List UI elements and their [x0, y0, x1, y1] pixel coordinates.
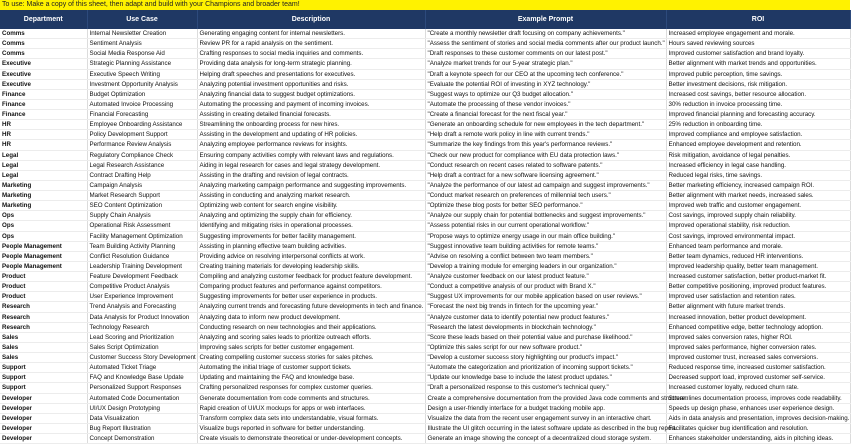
table-row [0, 180, 850, 190]
table-row [0, 140, 850, 150]
prompt-cell[interactable]: "Draft a personalized response to this customer's technical query." [425, 383, 666, 393]
header-description[interactable]: Description [197, 10, 425, 29]
use-case-cell[interactable]: Legal Research Assistance [87, 160, 197, 170]
use-case-cell[interactable]: Concept Demonstration [87, 434, 197, 444]
use-case-cell[interactable]: Policy Development Support [87, 130, 197, 140]
table-row [0, 99, 850, 109]
prompt-cell[interactable]: "Propose ways to optimize energy usage in our main office building." [425, 231, 666, 241]
table-row [0, 342, 850, 352]
description-cell[interactable]: Analyzing marketing campaign performance and suggesting improvements. [197, 180, 425, 190]
roi-cell[interactable]: Speeds up design phase, enhances user experience design. [666, 403, 850, 413]
table-row [0, 201, 850, 211]
header-row [0, 10, 850, 29]
roi-cell[interactable]: Enhanced team performance and morale. [666, 241, 850, 251]
use-case-cell[interactable]: Financial Forecasting [87, 110, 197, 120]
table-row [0, 292, 850, 302]
department-cell[interactable]: Research [0, 312, 87, 322]
description-cell[interactable]: Ensuring company activities comply with relevant laws and regulations. [197, 150, 425, 160]
roi-cell[interactable]: Enhanced employee development and retention. [666, 140, 850, 150]
use-case-cell[interactable]: Conflict Resolution Guidance [87, 251, 197, 261]
department-cell[interactable]: Finance [0, 89, 87, 99]
table-row [0, 312, 850, 322]
prompt-cell[interactable]: "Research the latest developments in blockchain technology." [425, 322, 666, 332]
use-case-cell[interactable]: Contract Drafting Help [87, 170, 197, 180]
table-row [0, 393, 850, 403]
description-cell[interactable]: Generate documentation from code comments and structures. [197, 393, 425, 403]
roi-cell[interactable]: Improved sales performance, higher conversion rates. [666, 342, 850, 352]
use-case-cell[interactable]: Automated Code Documentation [87, 393, 197, 403]
department-cell[interactable]: Legal [0, 160, 87, 170]
prompt-cell[interactable]: "Create a financial forecast for the next fiscal year." [425, 110, 666, 120]
department-cell[interactable]: Research [0, 302, 87, 312]
table-row [0, 59, 850, 69]
department-cell[interactable]: Executive [0, 79, 87, 89]
header-roi[interactable]: ROI [666, 10, 850, 29]
description-cell[interactable]: Updating and maintaining the FAQ and knowledge base. [197, 373, 425, 383]
table-row [0, 110, 850, 120]
roi-cell[interactable]: Better investment decisions, risk mitigation. [666, 79, 850, 89]
table-row [0, 332, 850, 342]
description-cell[interactable]: Crafting responses to social media inquiries and comments. [197, 49, 425, 59]
department-cell[interactable]: Developer [0, 403, 87, 413]
department-cell[interactable]: Ops [0, 211, 87, 221]
description-cell[interactable]: Crafting personalized responses for complex customer queries. [197, 383, 425, 393]
use-case-cell[interactable]: Automated Invoice Processing [87, 99, 197, 109]
use-case-cell[interactable]: Budget Optimization [87, 89, 197, 99]
use-case-cell[interactable]: Data Visualization [87, 413, 197, 423]
table-row [0, 29, 850, 39]
description-cell[interactable]: Suggesting improvements for better user experience in products. [197, 292, 425, 302]
description-cell[interactable]: Aiding in legal research for cases and legal strategy development. [197, 160, 425, 170]
prompt-cell[interactable]: "Automate the processing of these vendor invoices." [425, 99, 666, 109]
header-example-prompt[interactable]: Example Prompt [425, 10, 666, 29]
department-cell[interactable]: Product [0, 292, 87, 302]
use-case-cell[interactable]: Customer Success Story Development [87, 353, 197, 363]
prompt-cell[interactable]: "Suggest innovative team building activities for remote teams." [425, 241, 666, 251]
description-cell[interactable]: Generating engaging content for internal newsletters. [197, 29, 425, 39]
use-case-cell[interactable]: Bug Report Illustration [87, 423, 197, 433]
table-row [0, 69, 850, 79]
roi-cell[interactable]: Cost savings, improved supply chain reliability. [666, 211, 850, 221]
description-cell[interactable]: Analyzing employee performance reviews for insights. [197, 140, 425, 150]
use-case-table [0, 10, 851, 444]
header-department[interactable]: Department [0, 10, 87, 29]
description-cell[interactable]: Identifying and mitigating risks in operational processes. [197, 221, 425, 231]
prompt-cell[interactable]: "Analyze customer feedback on our latest product feature." [425, 272, 666, 282]
prompt-cell[interactable]: "Develop a customer success story highlighting our product's impact." [425, 353, 666, 363]
department-cell[interactable]: People Management [0, 261, 87, 271]
department-cell[interactable]: Marketing [0, 191, 87, 201]
use-case-cell[interactable]: Lead Scoring and Prioritization [87, 332, 197, 342]
prompt-cell[interactable]: "Draft a keynote speech for our CEO at the upcoming tech conference." [425, 69, 666, 79]
prompt-cell[interactable]: "Optimize these blog posts for better SEO performance." [425, 201, 666, 211]
table-row [0, 79, 850, 89]
description-cell[interactable]: Improving sales scripts for better customer engagement. [197, 342, 425, 352]
use-case-cell[interactable]: Facility Management Optimization [87, 231, 197, 241]
description-cell[interactable]: Analyzing financial data to suggest budget optimizations. [197, 89, 425, 99]
department-cell[interactable]: Marketing [0, 201, 87, 211]
prompt-cell[interactable]: "Assess the sentiment of stories and social media comments after our product launch." [425, 39, 666, 49]
department-cell[interactable]: People Management [0, 241, 87, 251]
use-case-cell[interactable]: Competitive Product Analysis [87, 282, 197, 292]
use-case-cell[interactable]: FAQ and Knowledge Base Update [87, 373, 197, 383]
description-cell[interactable]: Creating compelling customer success stories for sales pitches. [197, 353, 425, 363]
description-cell[interactable]: Analyzing data to inform new product development. [197, 312, 425, 322]
description-cell[interactable]: Analyzing and scoring sales leads to prioritize outreach efforts. [197, 332, 425, 342]
roi-cell[interactable]: Better marketing efficiency, increased campaign ROI. [666, 180, 850, 190]
use-case-cell[interactable]: Internal Newsletter Creation [87, 29, 197, 39]
roi-cell[interactable]: Increased customer satisfaction, better product-market fit. [666, 272, 850, 282]
use-case-cell[interactable]: User Experience Improvement [87, 292, 197, 302]
roi-cell[interactable]: Facilitates quicker bug identification and resolution. [666, 423, 850, 433]
prompt-cell[interactable]: "Assess potential risks in our current operational workflow." [425, 221, 666, 231]
roi-cell[interactable]: Cost savings, improved environmental impact. [666, 231, 850, 241]
use-case-cell[interactable]: UI/UX Design Prototyping [87, 403, 197, 413]
department-cell[interactable]: Support [0, 373, 87, 383]
roi-cell[interactable]: Reduced response time, increased customer satisfaction. [666, 363, 850, 373]
department-cell[interactable]: Research [0, 322, 87, 332]
description-cell[interactable]: Analyzing and optimizing the supply chain for efficiency. [197, 211, 425, 221]
description-cell[interactable]: Analyzing current trends and forecasting future developments in tech and finance. [197, 302, 425, 312]
use-case-cell[interactable]: SEO Content Optimization [87, 201, 197, 211]
roi-cell[interactable]: Increased employee engagement and morale. [666, 29, 850, 39]
prompt-cell[interactable]: Visualize the data from the recent user engagement survey in an interactive chart. [425, 413, 666, 423]
roi-cell[interactable]: 25% reduction in onboarding time. [666, 120, 850, 130]
table-row [0, 89, 850, 99]
use-case-cell[interactable]: Operational Risk Assessment [87, 221, 197, 231]
prompt-cell[interactable]: "Help draft a contract for a new software licensing agreement." [425, 170, 666, 180]
prompt-cell[interactable]: "Advise on resolving a conflict between two team members." [425, 251, 666, 261]
prompt-cell[interactable]: "Update our knowledge base to include the latest product updates." [425, 373, 666, 383]
table-row [0, 363, 850, 373]
prompt-cell[interactable]: "Analyze customer data to identify potential new product features." [425, 312, 666, 322]
prompt-cell[interactable]: "Suggest ways to optimize our Q3 budget allocation." [425, 89, 666, 99]
table-row [0, 150, 850, 160]
department-cell[interactable]: Developer [0, 413, 87, 423]
table-row [0, 241, 850, 251]
description-cell[interactable]: Analyzing potential investment opportunities and risks. [197, 79, 425, 89]
description-cell[interactable]: Streamlining the onboarding process for new hires. [197, 120, 425, 130]
prompt-cell[interactable]: "Analyze market trends for our 5-year strategic plan." [425, 59, 666, 69]
description-cell[interactable]: Assisting in planning effective team building activities. [197, 241, 425, 251]
table-row [0, 39, 850, 49]
use-case-cell[interactable]: Data Analysis for Product Innovation [87, 312, 197, 322]
description-cell[interactable]: Assisting in the drafting and revision of legal contracts. [197, 170, 425, 180]
department-cell[interactable]: Executive [0, 59, 87, 69]
prompt-cell[interactable]: "Optimize this sales script for our new software product." [425, 342, 666, 352]
prompt-cell[interactable]: "Develop a training module for emerging leaders in our organization." [425, 261, 666, 271]
prompt-cell[interactable]: "Analyze the performance of our latest ad campaign and suggest improvements." [425, 180, 666, 190]
use-case-cell[interactable]: Trend Analysis and Forecasting [87, 302, 197, 312]
table-row [0, 49, 850, 59]
description-cell[interactable]: Automating the processing and payment of incoming invoices. [197, 99, 425, 109]
department-cell[interactable]: Sales [0, 332, 87, 342]
table-row [0, 160, 850, 170]
department-cell[interactable]: Comms [0, 29, 87, 39]
prompt-cell[interactable]: "Conduct research on recent cases related to software patents." [425, 160, 666, 170]
prompt-cell[interactable]: "Generate an onboarding schedule for new employees in the tech department." [425, 120, 666, 130]
use-case-cell[interactable]: Personalized Support Responses [87, 383, 197, 393]
description-cell[interactable]: Providing advice on resolving interpersonal conflicts at work. [197, 251, 425, 261]
prompt-cell[interactable]: Create a comprehensive documentation from the provided Java code comments and structure. [425, 393, 666, 403]
roi-cell[interactable]: Increased innovation, better product development. [666, 312, 850, 322]
department-cell[interactable]: Product [0, 282, 87, 292]
description-cell[interactable]: Transform complex data sets into understandable, visual formats. [197, 413, 425, 423]
use-case-cell[interactable]: Employee Onboarding Assistance [87, 120, 197, 130]
department-cell[interactable]: Comms [0, 49, 87, 59]
use-case-cell[interactable]: Sentiment Analysis [87, 39, 197, 49]
prompt-cell[interactable]: "Score these leads based on their potential value and purchase likelihood." [425, 332, 666, 342]
prompt-cell[interactable]: "Check our new product for compliance with EU data protection laws." [425, 150, 666, 160]
department-cell[interactable]: HR [0, 130, 87, 140]
roi-cell[interactable]: Increased efficiency in legal case handling. [666, 160, 850, 170]
description-cell[interactable]: Create visuals to demonstrate theoretical or under-development concepts. [197, 434, 425, 444]
department-cell[interactable]: Product [0, 272, 87, 282]
use-case-cell[interactable]: Investment Opportunity Analysis [87, 79, 197, 89]
prompt-cell[interactable]: Design a user-friendly interface for a budget tracking mobile app. [425, 403, 666, 413]
prompt-cell[interactable]: "Automate the categorization and prioritization of incoming support tickets." [425, 363, 666, 373]
table-row [0, 231, 850, 241]
roi-cell[interactable]: Streamlines documentation process, improves code readability. [666, 393, 850, 403]
use-case-cell[interactable]: Market Research Support [87, 191, 197, 201]
roi-cell[interactable]: 30% reduction in invoice processing time. [666, 99, 850, 109]
prompt-cell[interactable]: Illustrate the UI glitch occurring in the latest software update as described in the bug report. [425, 423, 666, 433]
header-use-case[interactable]: Use Case [87, 10, 197, 29]
table-row [0, 302, 850, 312]
roi-cell[interactable]: Improved sales conversion rates, higher ROI. [666, 332, 850, 342]
roi-cell[interactable]: Improved user satisfaction and retention rates. [666, 292, 850, 302]
roi-cell[interactable]: Improved public perception, time savings. [666, 69, 850, 79]
prompt-cell[interactable]: "Conduct a competitive analysis of our product with Brand X." [425, 282, 666, 292]
department-cell[interactable]: Ops [0, 231, 87, 241]
table-row [0, 383, 850, 393]
table-row [0, 211, 850, 221]
department-cell[interactable]: Support [0, 383, 87, 393]
roi-cell[interactable]: Aids in data analysis and presentation, improves decision-making. [666, 413, 850, 423]
department-cell[interactable]: Developer [0, 434, 87, 444]
description-cell[interactable]: Visualize bugs reported in software for better understanding. [197, 423, 425, 433]
table-row [0, 170, 850, 180]
prompt-cell[interactable]: "Draft responses to these customer comments on our latest post." [425, 49, 666, 59]
table-row [0, 434, 850, 444]
roi-cell[interactable]: Improved leadership quality, better team management. [666, 261, 850, 271]
description-cell[interactable]: Conducting research on new technologies and their applications. [197, 322, 425, 332]
description-cell[interactable]: Assisting in creating detailed financial forecasts. [197, 110, 425, 120]
prompt-cell[interactable]: "Suggest UX improvements for our mobile application based on user reviews." [425, 292, 666, 302]
department-cell[interactable]: People Management [0, 251, 87, 261]
table-row [0, 403, 850, 413]
department-cell[interactable]: Legal [0, 170, 87, 180]
table-row [0, 130, 850, 140]
prompt-cell[interactable]: "Evaluate the potential ROI of investing in XYZ technology." [425, 79, 666, 89]
roi-cell[interactable]: Improved web traffic and customer engagement. [666, 201, 850, 211]
roi-cell[interactable]: Hours saved reviewing sources [666, 39, 850, 49]
table-row [0, 221, 850, 231]
department-cell[interactable]: Sales [0, 342, 87, 352]
description-cell[interactable]: Optimizing web content for search engine visibility. [197, 201, 425, 211]
roi-cell[interactable]: Improved customer satisfaction and brand loyalty. [666, 49, 850, 59]
description-cell[interactable]: Providing data analysis for long-term strategic planning. [197, 59, 425, 69]
department-cell[interactable]: Marketing [0, 180, 87, 190]
use-case-cell[interactable]: Team Building Activity Planning [87, 241, 197, 251]
prompt-cell[interactable]: Generate an image showing the concept of a decentralized cloud storage system. [425, 434, 666, 444]
department-cell[interactable]: Executive [0, 69, 87, 79]
use-case-cell[interactable]: Sales Script Optimization [87, 342, 197, 352]
prompt-cell[interactable]: "Analyze our supply chain for potential bottlenecks and suggest improvements." [425, 211, 666, 221]
prompt-cell[interactable]: "Help draft a remote work policy in line with current trends." [425, 130, 666, 140]
description-cell[interactable]: Review PR for a rapid analysis on the sentiment. [197, 39, 425, 49]
prompt-cell[interactable]: "Create a monthly newsletter draft focusing on company achievements." [425, 29, 666, 39]
roi-cell[interactable]: Better alignment with market trends and opportunities. [666, 59, 850, 69]
instruction-banner: To use: Make a copy of this sheet, then adapt and build with your Champions and broader team! [0, 0, 850, 10]
roi-cell[interactable]: Enhances stakeholder understanding, aids in pitching ideas. [666, 434, 850, 444]
use-case-cell[interactable]: Campaign Analysis [87, 180, 197, 190]
table-row [0, 272, 850, 282]
roi-cell[interactable]: Increased cost savings, better resource allocation. [666, 89, 850, 99]
use-case-cell[interactable]: Feature Development Feedback [87, 272, 197, 282]
use-case-cell[interactable]: Automated Ticket Triage [87, 363, 197, 373]
description-cell[interactable]: Helping draft speeches and presentations for executives. [197, 69, 425, 79]
roi-cell[interactable]: Risk mitigation, avoidance of legal penalties. [666, 150, 850, 160]
use-case-cell[interactable]: Strategic Planning Assistance [87, 59, 197, 69]
use-case-cell[interactable]: Executive Speech Writing [87, 69, 197, 79]
department-cell[interactable]: Comms [0, 39, 87, 49]
table-row [0, 120, 850, 130]
roi-cell[interactable]: Improved customer trust, increased sales conversions. [666, 353, 850, 363]
department-cell[interactable]: Developer [0, 423, 87, 433]
roi-cell[interactable]: Increased customer loyalty, reduced churn rate. [666, 383, 850, 393]
department-cell[interactable]: Support [0, 363, 87, 373]
table-row [0, 423, 850, 433]
roi-cell[interactable]: Better competitive positioning, improved product features. [666, 282, 850, 292]
description-cell[interactable]: Automating the initial triage of customer support tickets. [197, 363, 425, 373]
roi-cell[interactable]: Better alignment with future market trends. [666, 302, 850, 312]
prompt-cell[interactable]: "Forecast the next big trends in fintech for the upcoming year." [425, 302, 666, 312]
department-cell[interactable]: Finance [0, 99, 87, 109]
roi-cell[interactable]: Enhanced competitive edge, better technology adoption. [666, 322, 850, 332]
roi-cell[interactable]: Better alignment with market needs, increased sales. [666, 191, 850, 201]
table-row [0, 261, 850, 271]
description-cell[interactable]: Assisting in the development and updating of HR policies. [197, 130, 425, 140]
description-cell[interactable]: Comparing product features and performance against competitors. [197, 282, 425, 292]
use-case-cell[interactable]: Regulatory Compliance Check [87, 150, 197, 160]
table-row [0, 251, 850, 261]
department-cell[interactable]: Ops [0, 221, 87, 231]
roi-cell[interactable]: Better team dynamics, reduced HR interventions. [666, 251, 850, 261]
department-cell[interactable]: Legal [0, 150, 87, 160]
roi-cell[interactable]: Improved financial planning and forecasting accuracy. [666, 110, 850, 120]
department-cell[interactable]: Finance [0, 110, 87, 120]
use-case-cell[interactable]: Performance Review Analysis [87, 140, 197, 150]
prompt-cell[interactable]: "Conduct market research on preferences of millennial tech users." [425, 191, 666, 201]
table-row [0, 373, 850, 383]
description-cell[interactable]: Compiling and analyzing customer feedback for product feature development. [197, 272, 425, 282]
prompt-cell[interactable]: "Summarize the key findings from this year's performance reviews." [425, 140, 666, 150]
use-case-cell[interactable]: Supply Chain Analysis [87, 211, 197, 221]
table-row [0, 191, 850, 201]
department-cell[interactable]: Developer [0, 393, 87, 403]
roi-cell[interactable]: Decreased support load, improved customer self-service. [666, 373, 850, 383]
use-case-cell[interactable]: Leadership Training Development [87, 261, 197, 271]
department-cell[interactable]: HR [0, 120, 87, 130]
roi-cell[interactable]: Improved compliance and employee satisfaction. [666, 130, 850, 140]
table-row [0, 353, 850, 363]
department-cell[interactable]: Sales [0, 353, 87, 363]
department-cell[interactable]: HR [0, 140, 87, 150]
use-case-cell[interactable]: Technology Research [87, 322, 197, 332]
use-case-cell[interactable]: Social Media Response Aid [87, 49, 197, 59]
description-cell[interactable]: Assisting in conducting and analyzing market research. [197, 191, 425, 201]
table-row [0, 322, 850, 332]
description-cell[interactable]: Creating training materials for developing leadership skills. [197, 261, 425, 271]
description-cell[interactable]: Suggesting improvements for better facility management. [197, 231, 425, 241]
table-row [0, 413, 850, 423]
roi-cell[interactable]: Reduced legal risks, time savings. [666, 170, 850, 180]
description-cell[interactable]: Rapid creation of UI/UX mockups for apps or web interfaces. [197, 403, 425, 413]
table-row [0, 282, 850, 292]
roi-cell[interactable]: Improved operational stability, risk reduction. [666, 221, 850, 231]
